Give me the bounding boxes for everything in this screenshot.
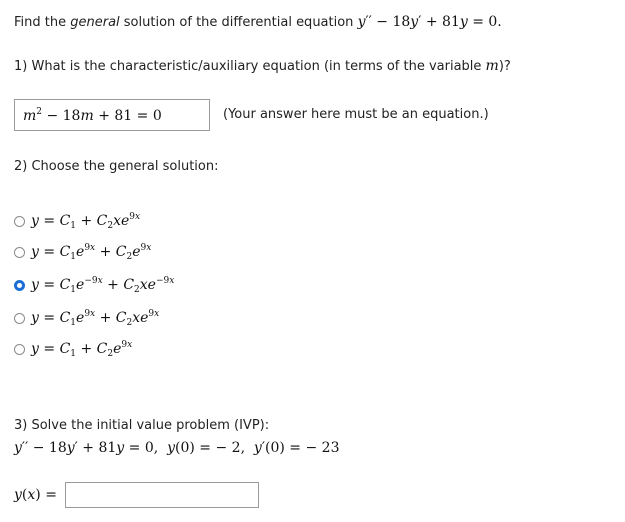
q3-prompt: 3) Solve the initial value problem (IVP):: [14, 418, 270, 433]
option-5-radio[interactable]: [14, 344, 25, 355]
option-4[interactable]: [14, 308, 159, 328]
option-2[interactable]: [14, 242, 151, 262]
option-2-radio[interactable]: [14, 247, 25, 258]
ivp-answer-input[interactable]: [65, 482, 259, 508]
option-5[interactable]: [14, 339, 132, 359]
characteristic-equation-input[interactable]: [14, 99, 210, 131]
option-4-radio[interactable]: [14, 313, 25, 324]
option-1[interactable]: [14, 211, 140, 231]
equation-hint: (Your answer here must be an equation.): [223, 107, 489, 122]
header-equation: y′′ − 18y′ + 81y = 0.: [357, 14, 502, 30]
option-4-label: $y = C_1e^{9x} + C_2xe^{9x}$: [31, 309, 160, 328]
option-3-radio-selected[interactable]: [14, 280, 25, 291]
problem-statement: Find the general solution of the differential equation y′′ − 18y′ + 81y = 0.: [14, 14, 502, 30]
ivp-equation: y′′ − 18y′ + 81y = 0, y(0) = − 2, y′(0) = − 23: [14, 440, 340, 456]
option-1-radio[interactable]: [14, 216, 25, 227]
option-3[interactable]: [14, 275, 174, 295]
characteristic-equation-value: $m^2 - 18m + 81 = 0$: [23, 107, 162, 124]
option-2-label: $y = C_1e^{9x} + C_2e^{9x}$: [31, 243, 152, 262]
answer-label: y(x) =: [14, 487, 57, 503]
option-1-label: $y = C_1 + C_2xe^{9x}$: [31, 212, 141, 231]
q1-prompt: 1) What is the characteristic/auxiliary equation (in terms of the variable m)?: [14, 58, 511, 74]
emphasis-general: general: [70, 15, 120, 30]
option-5-label: $y = C_1 + C_2e^{9x}$: [31, 340, 133, 359]
option-3-label: $y = C_1e^{-9x} + C_2xe^{-9x}$: [31, 276, 175, 295]
q2-prompt: 2) Choose the general solution:: [14, 159, 219, 174]
